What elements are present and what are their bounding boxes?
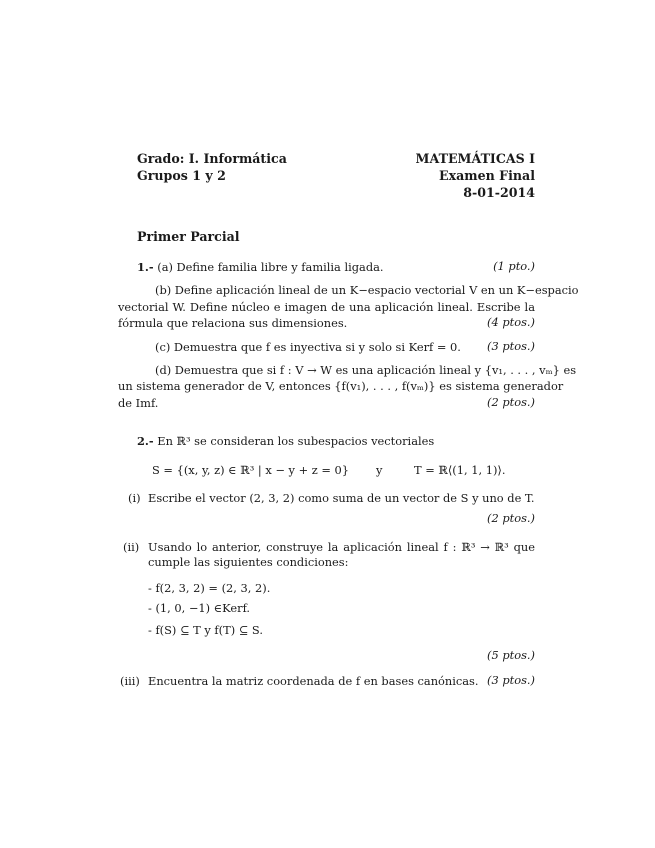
equation-T: T = ℝ⟨(1, 1, 1)⟩. [414,463,506,477]
q2-intro-line [137,433,434,450]
q2-ii-label: (ii) [123,540,140,554]
q2-i-points: (2 ptos.) [487,511,535,525]
q1-d-line3: de Imf. [118,396,159,410]
q1-a-points: (1 pto.) [493,259,535,273]
section-title: Primer Parcial [137,229,240,244]
q1-c-text: (c) Demuestra que f es inyectiva si y solo si Kerf = 0. [155,340,461,354]
q1-d-line1: (d) Demuestra que si f : V → W es una aplicación lineal y {v₁, . . . , vₘ} es [155,363,577,377]
q1-b-line2: vectorial W. Define núcleo e imagen de una aplicación lineal. Escribe la [118,300,535,314]
q1-d-points: (2 ptos.) [487,395,535,409]
q1-b-line1: (b) Define aplicación lineal de un K−espacio vectorial V en un K−espacio [155,283,579,297]
exam-date: 8-01-2014 [463,185,535,200]
q2-ii-points: (5 ptos.) [487,648,535,662]
groups-label: Grupos 1 y 2 [137,168,226,183]
q2-ii-line2: cumple las siguientes condiciones: [148,555,349,569]
q1-a-text: (a) Define familia libre y familia ligada. [157,260,384,274]
q2-iii-label: (iii) [120,674,140,688]
q2-iii-text: Encuentra la matriz coordenada de f en bases canónicas. [148,674,479,688]
q2-i-label: (i) [128,491,141,505]
exam-type: Examen Final [439,168,535,183]
equation-S: S = {(x, y, z) ∈ ℝ³ | x − y + z = 0} [152,463,350,477]
q2-iii-points: (3 ptos.) [487,673,535,687]
q1-c-points: (3 ptos.) [487,339,535,353]
q2-intro: En ℝ³ se consideran los subespacios vectoriales [157,434,435,448]
equation-connector: y [376,463,383,477]
q1-part-a [137,259,384,276]
degree-label: Grado: I. Informática [137,151,287,166]
q1-d-line2: un sistema generador de V, entonces {f(v₁), . . . , f(vₘ)} es sistema generador [118,379,564,393]
q1-b-line3: fórmula que relaciona sus dimensiones. [118,316,348,330]
course-title: MATEMÁTICAS I [415,151,535,166]
q1-number: 1.- [137,260,154,274]
q2-ii-condition-3: - f(S) ⊆ T y f(T) ⊆ S. [148,623,263,637]
q2-ii-condition-1: - f(2, 3, 2) = (2, 3, 2). [148,581,271,595]
q2-ii-condition-2: - (1, 0, −1) ∈Kerf. [148,601,250,615]
q1-b-points: (4 ptos.) [487,315,535,329]
q2-ii-line1: Usando lo anterior, construye la aplicación lineal f : ℝ³ → ℝ³ que [148,540,535,554]
q2-i-text: Escribe el vector (2, 3, 2) como suma de un vector de S y uno de T. [148,491,535,505]
q2-number: 2.- [137,434,154,448]
